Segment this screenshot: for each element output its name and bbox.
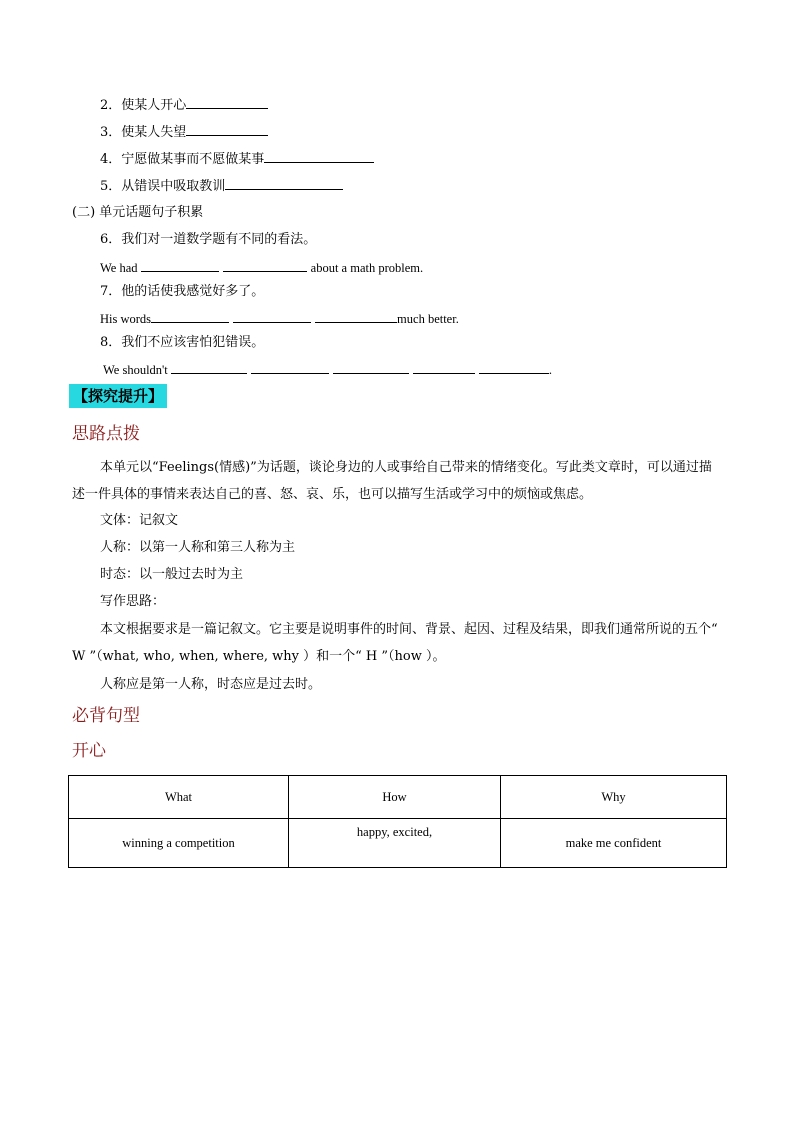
item-number: 2． [100, 98, 122, 113]
table-cell-what: winning a competition [69, 819, 289, 868]
answer-blank[interactable] [186, 122, 268, 136]
answer-blank[interactable] [315, 309, 397, 323]
table-cell-why: make me confident [501, 819, 727, 868]
item-text: 从错误中吸取教训 [121, 179, 226, 194]
answer-blank[interactable] [223, 258, 307, 272]
section-banner: 【探究提升】 [69, 384, 167, 408]
sentence-start: His words [100, 312, 152, 326]
sentence-6-english [100, 258, 423, 277]
phrase-item-2 [100, 95, 272, 115]
sentence-6-chinese: 6．我们对一道数学题有不同的看法。 [100, 232, 317, 247]
section-two-title: (二) 单元话题句子积累 [72, 205, 204, 220]
phrase-item-4 [100, 149, 378, 169]
table-row [69, 819, 727, 868]
table-header-row [69, 776, 727, 819]
style-line: 文体：记叙文 [100, 513, 179, 528]
sentence-8-chinese: 8．我们不应该害怕犯错误。 [100, 335, 265, 350]
item-number: 5． [100, 179, 122, 194]
answer-blank[interactable] [151, 309, 229, 323]
answer-blank[interactable] [251, 360, 329, 374]
answer-blank[interactable] [186, 95, 268, 109]
sentence-end: . [548, 363, 553, 377]
sentence-start: We had [100, 261, 138, 275]
sentence-end: about a math problem. [310, 261, 424, 275]
answer-blank[interactable] [141, 258, 219, 272]
table-header-why: Why [501, 776, 727, 819]
person-line: 人称：以第一人称和第三人称为主 [100, 540, 296, 555]
heading-patterns: 必背句型 [72, 706, 140, 726]
intro-paragraph: 本单元以“Feelings(情感)”为话题，谈论身边的人或事给自己带来的情绪变化。写此类文章时，可以通过描述一件具体的事情来表达自己的喜、怒、哀、乐，也可以描写生活或学习中的烦恼或焦虑。 [72, 460, 712, 502]
person-tense-line: 人称应是第一人称，时态应是过去时。 [100, 677, 322, 692]
table-cell-how: happy, excited, [289, 819, 501, 868]
item-text: 使某人开心 [121, 98, 187, 113]
phrase-item-5 [100, 176, 347, 196]
table-header-what: What [69, 776, 289, 819]
sentence-end: much better. [397, 312, 459, 326]
answer-blank[interactable] [333, 360, 409, 374]
heading-happy: 开心 [72, 741, 106, 761]
item-number: 3． [100, 125, 122, 140]
answer-blank[interactable] [225, 176, 343, 190]
answer-blank[interactable] [233, 309, 311, 323]
sentence-7-chinese: 7．他的话使我感觉好多了。 [100, 284, 265, 299]
heading-thinking: 思路点拨 [72, 424, 140, 444]
answer-blank[interactable] [171, 360, 247, 374]
table-header-how: How [289, 776, 501, 819]
item-number: 4． [100, 152, 122, 167]
answer-blank[interactable] [413, 360, 475, 374]
item-text: 宁愿做某事而不愿做某事 [121, 152, 265, 167]
writing-ideas-line: 写作思路： [100, 594, 166, 609]
sentence-7-english [100, 309, 459, 328]
sentence-start: We shouldn't [103, 363, 168, 377]
answer-blank[interactable] [479, 360, 549, 374]
sentence-pattern-table [68, 775, 727, 868]
answer-blank[interactable] [264, 149, 374, 163]
tense-line: 时态：以一般过去时为主 [100, 567, 244, 582]
requirement-paragraph: 本文根据要求是一篇记叙文。它主要是说明事件的时间、背景、起因、过程及结果，即我们通常所说的五个“ W ”（what, who, when, where, why ）和一个“ H ”（how ）。 [72, 622, 718, 664]
phrase-item-3 [100, 122, 272, 142]
item-text: 使某人失望 [121, 125, 187, 140]
sentence-8-english [103, 360, 552, 379]
